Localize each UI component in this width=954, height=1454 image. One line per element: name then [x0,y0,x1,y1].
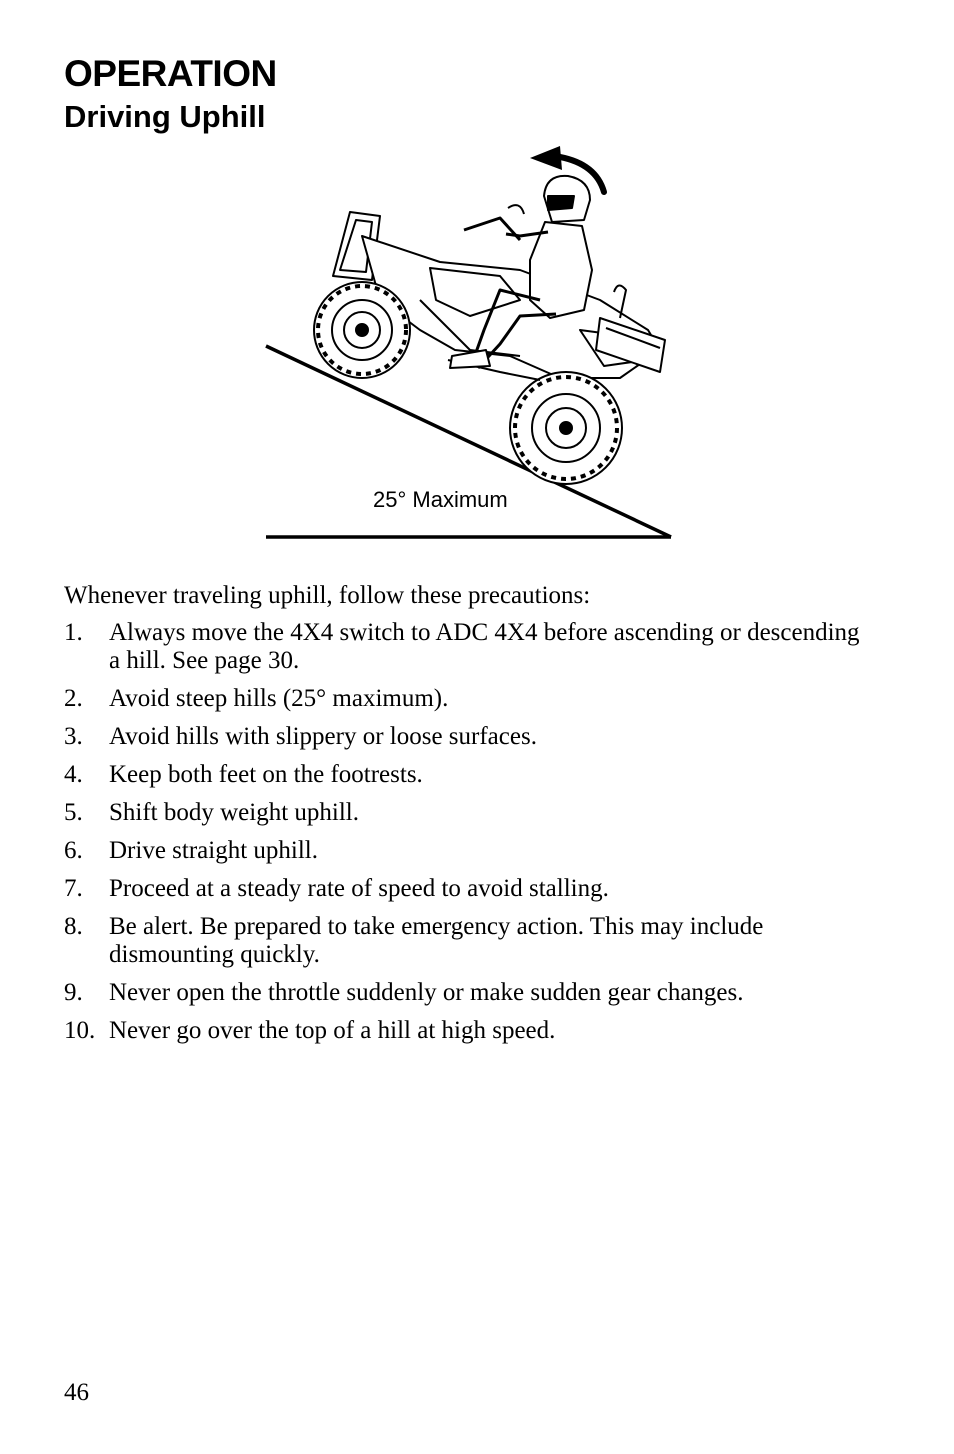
list-item-number: 10. [64,1017,96,1044]
list-item-text: Shift body weight uphill. [109,799,359,826]
precautions-list [64,619,864,1055]
list-item [64,799,864,827]
list-item [64,685,864,713]
list-item-text: Drive straight uphill. [109,837,318,864]
list-item-number: 9. [64,979,83,1006]
list-item [64,913,864,969]
list-item-number: 3. [64,723,83,750]
page-number: 46 [64,1379,89,1406]
atv-rider-illustration [314,176,665,484]
list-item-text: Never open the throttle suddenly or make sudden gear changes. [109,979,744,1006]
list-item-number: 2. [64,685,83,712]
list-item [64,1017,864,1045]
section-title: OPERATION [64,53,277,94]
list-item-number: 4. [64,761,83,788]
list-item-text: Avoid hills with slippery or loose surfaces. [109,723,537,750]
list-item-text: Keep both feet on the footrests. [109,761,423,788]
uphill-diagram [250,140,690,550]
uphill-figure [250,140,690,550]
list-item-number: 8. [64,913,83,940]
list-item [64,761,864,789]
page-title: Driving Uphill [64,99,266,134]
list-item-number: 7. [64,875,83,902]
list-item-number: 5. [64,799,83,826]
list-item-text: Always move the 4X4 switch to ADC 4X4 before ascending or descending a hill. See page 30. [109,619,860,674]
list-item-number: 1. [64,619,83,646]
list-item-text: Proceed at a steady rate of speed to avoid stalling. [109,875,609,902]
list-item [64,619,864,675]
list-item [64,723,864,751]
list-item-text: Never go over the top of a hill at high speed. [109,1017,556,1044]
list-item-number: 6. [64,837,83,864]
intro-text: Whenever traveling uphill, follow these precautions: [64,582,591,609]
list-item-text: Avoid steep hills (25° maximum). [109,685,449,712]
list-item [64,837,864,865]
angle-label: 25° Maximum [373,487,508,512]
list-item [64,875,864,903]
list-item [64,979,864,1007]
list-item-text: Be alert. Be prepared to take emergency action. This may include dismounting quickly. [109,913,764,968]
